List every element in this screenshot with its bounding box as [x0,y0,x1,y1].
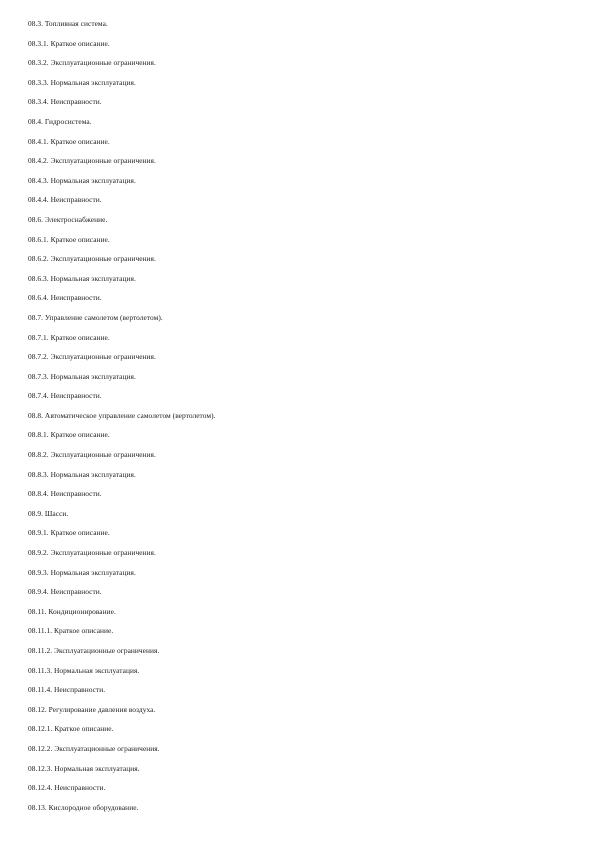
toc-line: 08.4.3. Нормальная эксплуатация. [28,175,136,185]
toc-line: 08.6.3. Нормальная эксплуатация. [28,273,136,283]
toc-line: 08.4.4. Неисправности. [28,195,102,205]
toc-line: 08.6.2. Эксплуатационные ограничения. [28,254,156,264]
toc-line: 08.3.4. Неисправности. [28,97,102,107]
toc-line: 08.9.1. Краткое описание. [28,528,110,538]
toc-line: 08.4. Гидросистема. [28,116,92,126]
toc-line: 08.8.1. Краткое описание. [28,430,110,440]
toc-line: 08.3. Топливная система. [28,19,108,28]
table-of-contents [28,14,215,817]
toc-line: 08.12.3. Нормальная эксплуатация. [28,763,140,773]
toc-line: 08.7.2. Эксплуатационные ограничения. [28,352,156,362]
toc-line: 08.4.1. Краткое описание. [28,136,110,146]
toc-line: 08.12. Регулирование давления воздуха. [28,704,156,714]
toc-line: 08.12.1. Краткое описание. [28,724,114,734]
toc-line: 08.3.1. Краткое описание. [28,38,110,48]
toc-line: 08.11.4. Неисправности. [28,685,106,695]
toc-line: 08.11. Кондиционирование. [28,606,116,616]
toc-line: 08.6.4. Неисправности. [28,293,102,303]
toc-line: 08.11.2. Эксплуатационные ограничения. [28,646,160,655]
toc-line: 08.11.3. Нормальная эксплуатация. [28,665,140,675]
toc-line: 08.9.3. Нормальная эксплуатация. [28,567,136,577]
toc-line: 08.6. Электроснабжение. [28,214,108,224]
toc-line: 08.11.1. Краткое описание. [28,626,114,636]
toc-line: 08.12.2. Эксплуатационные ограничения. [28,743,160,753]
toc-line: 08.7. Управление самолетом (вертолетом). [28,312,163,322]
toc-line: 08.8. Автоматическое управление самолетом (вертолетом). [28,410,216,420]
toc-line: 08.9. Шасси. [28,508,69,518]
toc-line: 08.8.3. Нормальная эксплуатация. [28,469,136,479]
toc-line: 08.8.4. Неисправности. [28,489,102,499]
toc-line: 08.7.3. Нормальная эксплуатация. [28,371,136,381]
toc-line: 08.13. Кислородное оборудование. [28,802,139,812]
toc-line: 08.7.1. Краткое описание. [28,332,110,342]
toc-line: 08.9.4. Неисправности. [28,587,102,597]
toc-line: 08.12.4. Неисправности. [28,783,106,793]
toc-line: 08.9.2. Эксплуатационные ограничения. [28,548,156,558]
toc-line: 08.3.3. Нормальная эксплуатация. [28,77,136,87]
toc-line: 08.3.2. Эксплуатационные ограничения. [28,58,156,68]
toc-line: 08.7.4. Неисправности. [28,391,102,401]
toc-line: 08.4.2. Эксплуатационные ограничения. [28,156,156,166]
toc-line: 08.6.1. Краткое описание. [28,234,110,244]
toc-line: 08.8.2. Эксплуатационные ограничения. [28,450,156,460]
